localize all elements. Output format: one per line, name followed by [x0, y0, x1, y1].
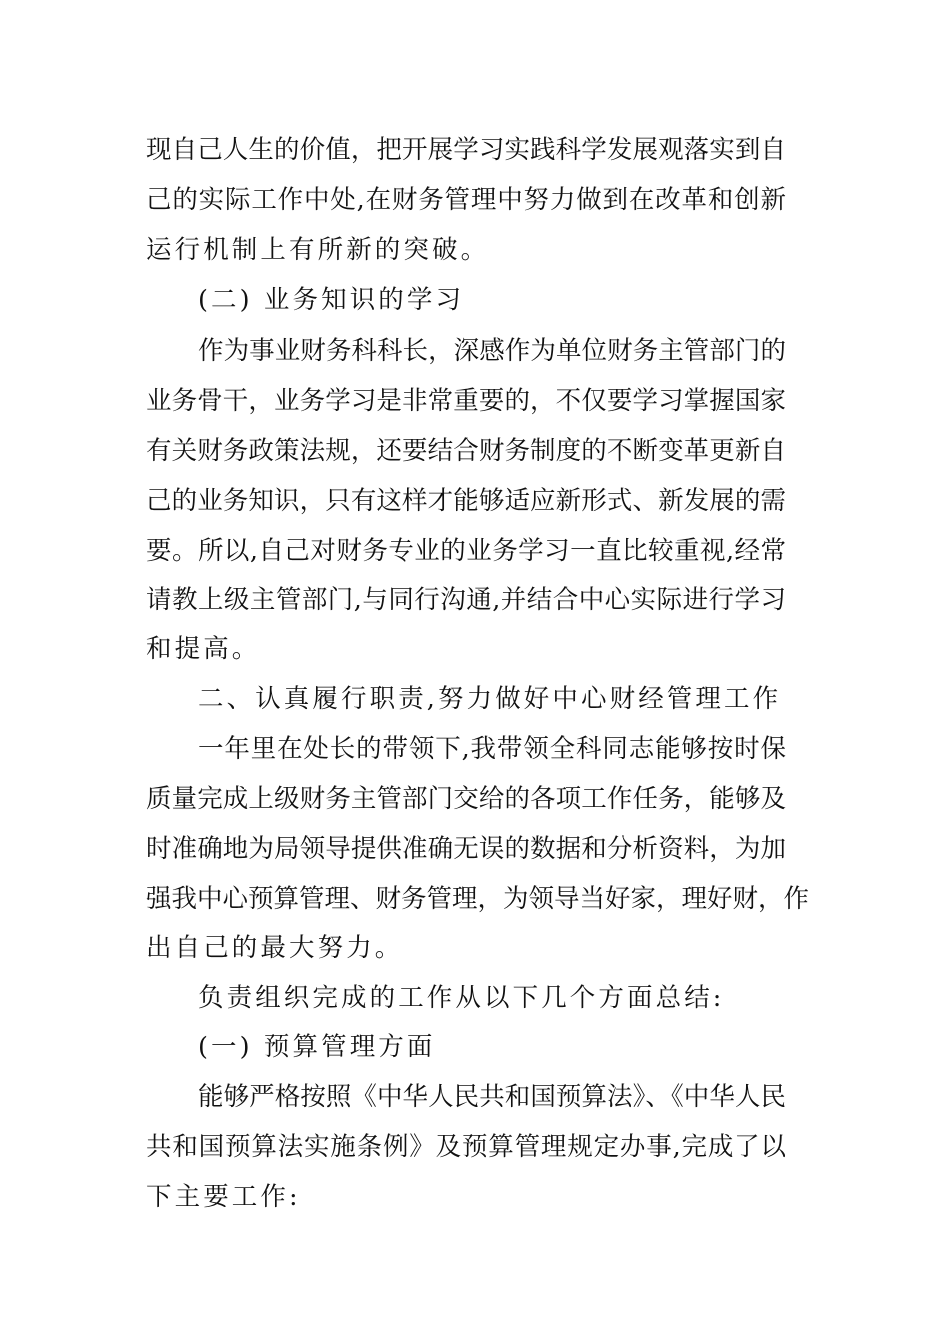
text-line: 请教上级主管部门,与同行沟通,并结合中心实际进行学习 [146, 585, 786, 615]
text-line: 质量完成上级财务主管部门交给的各项工作任务，能够及 [146, 784, 786, 814]
text-line: 强我中心预算管理、财务管理，为领导当好家，理好财，作 [146, 884, 810, 914]
text-line: 一年里在处长的带领下,我带领全科同志能够按时保 [198, 734, 786, 764]
text-line: 时准确地为局领导提供准确无误的数据和分析资料，为加 [146, 834, 786, 864]
text-line: 己的实际工作中处,在财务管理中努力做到在改革和创新 [146, 185, 786, 215]
text-line: 下主要工作: [146, 1182, 301, 1212]
section-heading: 二、认真履行职责,努力做好中心财经管理工作 [198, 684, 782, 714]
section-heading: (一) 预算管理方面 [198, 1032, 436, 1062]
section-heading: (二) 业务知识的学习 [198, 285, 465, 315]
text-line: 作为事业财务科科长，深感作为单位财务主管部门的 [198, 336, 786, 366]
text-line: 出自己的最大努力。 [146, 933, 404, 963]
text-line: 现自己人生的价值，把开展学习实践科学发展观落实到自 [146, 135, 786, 165]
text-line: 要。所以,自己对财务专业的业务学习一直比较重视,经常 [146, 536, 786, 566]
text-line: 己的业务知识，只有这样才能够适应新形式、新发展的需 [146, 486, 786, 516]
text-line: 运行机制上有所新的突破。 [146, 235, 490, 265]
text-line: 能够严格按照《中华人民共和国预算法》、《中华人民 [198, 1082, 786, 1112]
text-line: 负责组织完成的工作从以下几个方面总结: [198, 983, 725, 1013]
text-line: 和提高。 [146, 634, 261, 664]
text-line: 共和国预算法实施条例》及预算管理规定办事,完成了以 [146, 1132, 786, 1162]
text-line: 有关财务政策法规，还要结合财务制度的不断变革更新自 [146, 436, 786, 466]
text-line: 业务骨干，业务学习是非常重要的，不仅要学习掌握国家 [146, 386, 786, 416]
